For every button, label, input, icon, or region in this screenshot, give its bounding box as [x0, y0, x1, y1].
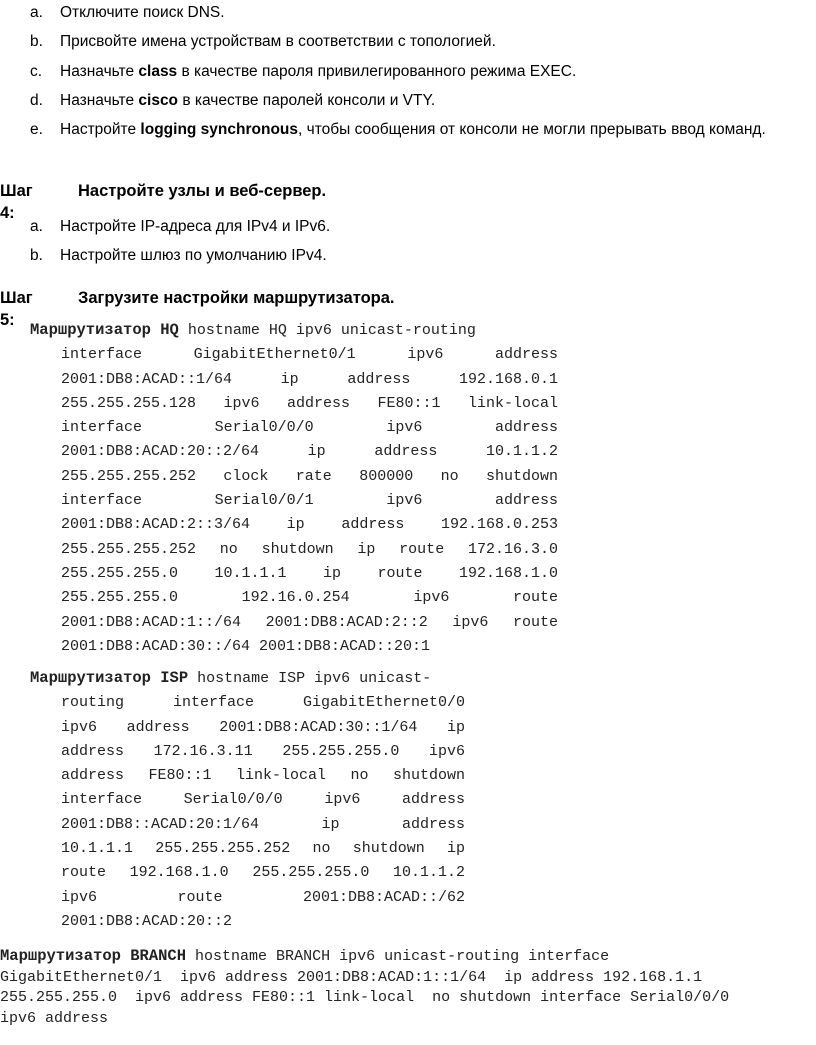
- config-line: 255.255.255.0 10.1.1.1 ip route 192.168.1.0: [61, 564, 558, 582]
- config-line: interface GigabitEthernet0/1 ipv6 address: [61, 346, 558, 364]
- config-line: 2001:DB8:ACAD:20::2: [61, 912, 233, 930]
- router-label: Маршрутизатор HQ: [30, 321, 179, 339]
- config-line: 2001:DB8:ACAD:1::/64 2001:DB8:ACAD:2::2 ipv6 route: [61, 613, 558, 631]
- config-line: route 192.168.1.0 255.255.255.0 10.1.1.2: [61, 864, 465, 882]
- config-line: 10.1.1.1 255.255.255.252 no shutdown ip: [61, 840, 465, 858]
- item-letter: b.: [30, 247, 43, 264]
- item-text: Присвойте имена устройствам в соответствии с топологией.: [60, 33, 496, 50]
- config-line: 2001:DB8:ACAD::1/64 ip address 192.168.0.1: [61, 370, 558, 388]
- step-number: Шаг 4:: [0, 182, 33, 222]
- item-text: Настройте logging synchronous, чтобы сообщения от консоли не могли прерывать ввод команд.: [60, 121, 766, 138]
- router-label: Маршрутизатор BRANCH: [0, 947, 187, 965]
- config-line: 255.255.255.0 ipv6 address FE80::1 link-local no shutdown interface Serial0/0/0: [0, 989, 730, 1006]
- config-line: interface Serial0/0/0 ipv6 address: [61, 791, 465, 809]
- item-letter: a.: [30, 4, 43, 21]
- step-title: Загрузите настройки маршрутизатора.: [78, 289, 395, 307]
- config-line: 2001:DB8:ACAD:2::3/64 ip address 192.168.0.253: [61, 516, 558, 534]
- item-text: Отключите поиск DNS.: [60, 4, 225, 21]
- item-letter: d.: [30, 92, 43, 109]
- item-letter: e.: [30, 121, 43, 138]
- config-lines: [61, 343, 558, 659]
- config-line: ipv6 address 2001:DB8:ACAD:30::1/64 ip: [61, 718, 465, 736]
- config-line: interface Serial0/0/0 ipv6 address: [61, 419, 558, 437]
- config-line: address FE80::1 link-local no shutdown: [61, 767, 465, 785]
- config-line: 255.255.255.128 ipv6 address FE80::1 link-local: [61, 394, 558, 412]
- config-line: 255.255.255.0 192.16.0.254 ipv6 route: [61, 589, 558, 607]
- item-text: Настройте шлюз по умолчанию IPv4.: [60, 247, 327, 264]
- item-letter: a.: [30, 218, 43, 235]
- config-line: ipv6 address: [0, 1009, 109, 1027]
- config-line: 255.255.255.252 clock rate 800000 no shutdown: [61, 467, 558, 485]
- config-line: 2001:DB8:ACAD:20::2/64 ip address 10.1.1.2: [61, 443, 558, 461]
- step-title: Настройте узлы и веб-сервер.: [78, 182, 327, 200]
- config-line: interface Serial0/0/1 ipv6 address: [61, 492, 558, 510]
- step-number: Шаг 5:: [0, 289, 33, 329]
- item-text: Назначьте cisco в качестве паролей консоли и VTY.: [60, 92, 436, 109]
- router-isp-config: [30, 666, 465, 934]
- router-branch-config: [0, 946, 816, 1029]
- config-line: ipv6 route 2001:DB8:ACAD::/62: [61, 888, 465, 906]
- item-text: Настройте IP-адреса для IPv4 и IPv6.: [60, 218, 331, 235]
- config-lines: [61, 691, 465, 934]
- config-line: routing interface GigabitEthernet0/0: [61, 694, 465, 712]
- config-lines: [0, 968, 816, 1030]
- item-letter: b.: [30, 33, 43, 50]
- config-line: hostname ISP ipv6 unicast-: [197, 670, 432, 687]
- config-line: hostname HQ ipv6 unicast-routing: [187, 322, 476, 339]
- config-line: 2001:DB8::ACAD:20:1/64 ip address: [61, 815, 465, 833]
- config-line: address 172.16.3.11 255.255.255.0 ipv6: [61, 742, 465, 760]
- item-text: Назначьте class в качестве пароля привилегированного режима EXEC.: [60, 63, 577, 80]
- config-line: GigabitEthernet0/1 ipv6 address 2001:DB8:ACAD:1::1/64 ip address 192.168.1.1: [0, 968, 703, 986]
- item-letter: c.: [30, 63, 43, 80]
- config-line: hostname BRANCH ipv6 unicast-routing interface: [195, 948, 610, 965]
- config-line: 2001:DB8:ACAD:30::/64 2001:DB8:ACAD::20:1: [61, 637, 431, 655]
- router-hq-config: [30, 318, 558, 659]
- router-label: Маршрутизатор ISP: [30, 669, 189, 687]
- config-line: 255.255.255.252 no shutdown ip route 172.16.3.0: [61, 540, 558, 558]
